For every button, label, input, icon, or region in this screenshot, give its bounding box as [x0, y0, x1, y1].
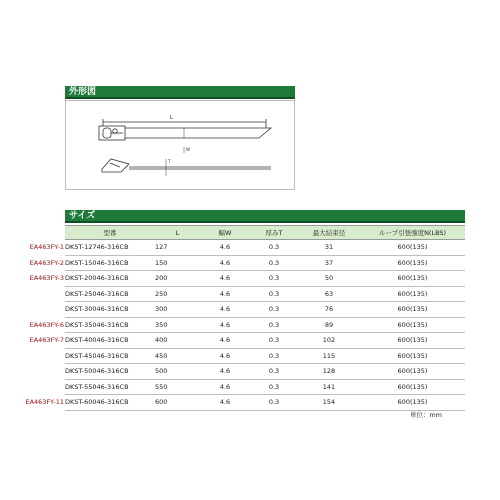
catalog-number-label: EA463FY-6: [29, 320, 64, 329]
size-section-header: [65, 210, 465, 223]
dim-label-T: T: [168, 159, 171, 164]
cell-width: 4.6: [200, 348, 250, 364]
cell-max-bundle: 63: [298, 286, 360, 302]
cell-thickness: 0.3: [250, 255, 298, 271]
table-row: [65, 333, 465, 349]
cell-width: 4.6: [200, 395, 250, 411]
cell-max-bundle: 37: [298, 255, 360, 271]
outline-diagram: [65, 100, 295, 190]
cell-width: 4.6: [200, 333, 250, 349]
cell-thickness: 0.3: [250, 333, 298, 349]
cell-length: 400: [155, 333, 200, 349]
cell-length: 550: [155, 379, 200, 395]
cell-loop-strength: 600(135): [360, 348, 465, 364]
dim-label-W: W: [186, 147, 190, 152]
cell-width: 4.6: [200, 255, 250, 271]
cell-loop-strength: 600(135): [360, 240, 465, 256]
table-row: [65, 379, 465, 395]
cell-loop-strength: 600(135): [360, 364, 465, 380]
cell-max-bundle: 102: [298, 333, 360, 349]
cell-max-bundle: 50: [298, 271, 360, 287]
cell-loop-strength: 600(135): [360, 333, 465, 349]
header-width: 幅W: [200, 226, 250, 240]
cell-loop-strength: 600(135): [360, 395, 465, 411]
cell-width: 4.6: [200, 317, 250, 333]
catalog-number-label: EA463FY-7: [29, 336, 64, 344]
header-loop-strength: ループ引張強度N(LBS): [360, 226, 465, 240]
cell-length: 500: [155, 364, 200, 380]
catalog-number-label: EA463FY-11: [25, 398, 64, 406]
cell-length: 127: [155, 240, 200, 256]
cell-thickness: 0.3: [250, 271, 298, 287]
header-model: 型番: [65, 226, 155, 240]
cell-length: 600: [155, 395, 200, 411]
header-max-bundle: 最大結束径: [298, 226, 360, 240]
table-row: [65, 395, 465, 411]
cell-max-bundle: 115: [298, 348, 360, 364]
catalog-number-label: EA463FY-1: [29, 243, 64, 251]
header-thickness: 厚みT: [250, 226, 298, 240]
cell-length: 450: [155, 348, 200, 364]
cell-thickness: 0.3: [250, 240, 298, 256]
cell-width: 4.6: [200, 302, 250, 318]
cell-model: DKST-30046-316CB: [65, 302, 155, 318]
cell-length: 250: [155, 286, 200, 302]
cell-width: 4.6: [200, 271, 250, 287]
table-row: [65, 348, 465, 364]
cell-width: 4.6: [200, 240, 250, 256]
cell-thickness: 0.3: [250, 364, 298, 380]
cell-model: DKST-25046-316CB: [65, 286, 155, 302]
outline-title: 外形図: [69, 87, 97, 97]
cell-loop-strength: 600(135): [360, 255, 465, 271]
cell-thickness: 0.3: [250, 395, 298, 411]
cell-length: 150: [155, 255, 200, 271]
cell-model: DKST-12746-316CB: [65, 240, 155, 256]
cell-model: DKST-20046-316CB: [65, 271, 155, 287]
cable-tie-side-view: [102, 159, 271, 176]
size-table: [65, 225, 465, 411]
cell-thickness: 0.3: [250, 317, 298, 333]
table-row: [65, 302, 465, 318]
table-header-row: [65, 226, 465, 240]
table-row: [65, 317, 465, 333]
cable-tie-top-view: [99, 119, 271, 153]
cell-model: DKST-55046-316CB: [65, 379, 155, 395]
dim-label-L: L: [170, 115, 173, 121]
cell-model: DKST-45046-316CB: [65, 348, 155, 364]
catalog-number-label: EA463FY-3: [29, 274, 64, 282]
header-length: L: [155, 226, 200, 240]
cell-thickness: 0.3: [250, 348, 298, 364]
cell-width: 4.6: [200, 286, 250, 302]
table-row: [65, 364, 465, 380]
cell-thickness: 0.3: [250, 286, 298, 302]
cell-max-bundle: 31: [298, 240, 360, 256]
cell-max-bundle: 154: [298, 395, 360, 411]
cell-model: DKST-60046-316CB: [65, 395, 155, 411]
table-row: [65, 286, 465, 302]
cell-loop-strength: 600(135): [360, 286, 465, 302]
cell-max-bundle: 76: [298, 302, 360, 318]
cell-model: DKST-15046-316CB: [65, 255, 155, 271]
outline-section-header: [65, 86, 295, 99]
cell-loop-strength: 600(135): [360, 317, 465, 333]
table-row: [65, 240, 465, 256]
cable-tie-drawing: [66, 101, 296, 191]
cell-max-bundle: 128: [298, 364, 360, 380]
unit-note: 単位：mm: [409, 411, 442, 419]
cell-width: 4.6: [200, 364, 250, 380]
cell-max-bundle: 89: [298, 317, 360, 333]
cell-loop-strength: 600(135): [360, 271, 465, 287]
cell-model: DKST-50046-316CB: [65, 364, 155, 380]
cell-loop-strength: 600(135): [360, 302, 465, 318]
cell-length: 300: [155, 302, 200, 318]
cell-max-bundle: 141: [298, 379, 360, 395]
size-title: サイズ: [69, 211, 96, 221]
table-row: [65, 255, 465, 271]
cell-thickness: 0.3: [250, 302, 298, 318]
catalog-number-label: EA463FY-2: [29, 258, 64, 267]
cell-length: 200: [155, 271, 200, 287]
cell-model: DKST-35046-316CB: [65, 317, 155, 333]
table-row: [65, 271, 465, 287]
cell-length: 350: [155, 317, 200, 333]
cell-width: 4.6: [200, 379, 250, 395]
cell-loop-strength: 600(135): [360, 379, 465, 395]
cell-thickness: 0.3: [250, 379, 298, 395]
cell-model: DKST-40046-316CB: [65, 333, 155, 349]
